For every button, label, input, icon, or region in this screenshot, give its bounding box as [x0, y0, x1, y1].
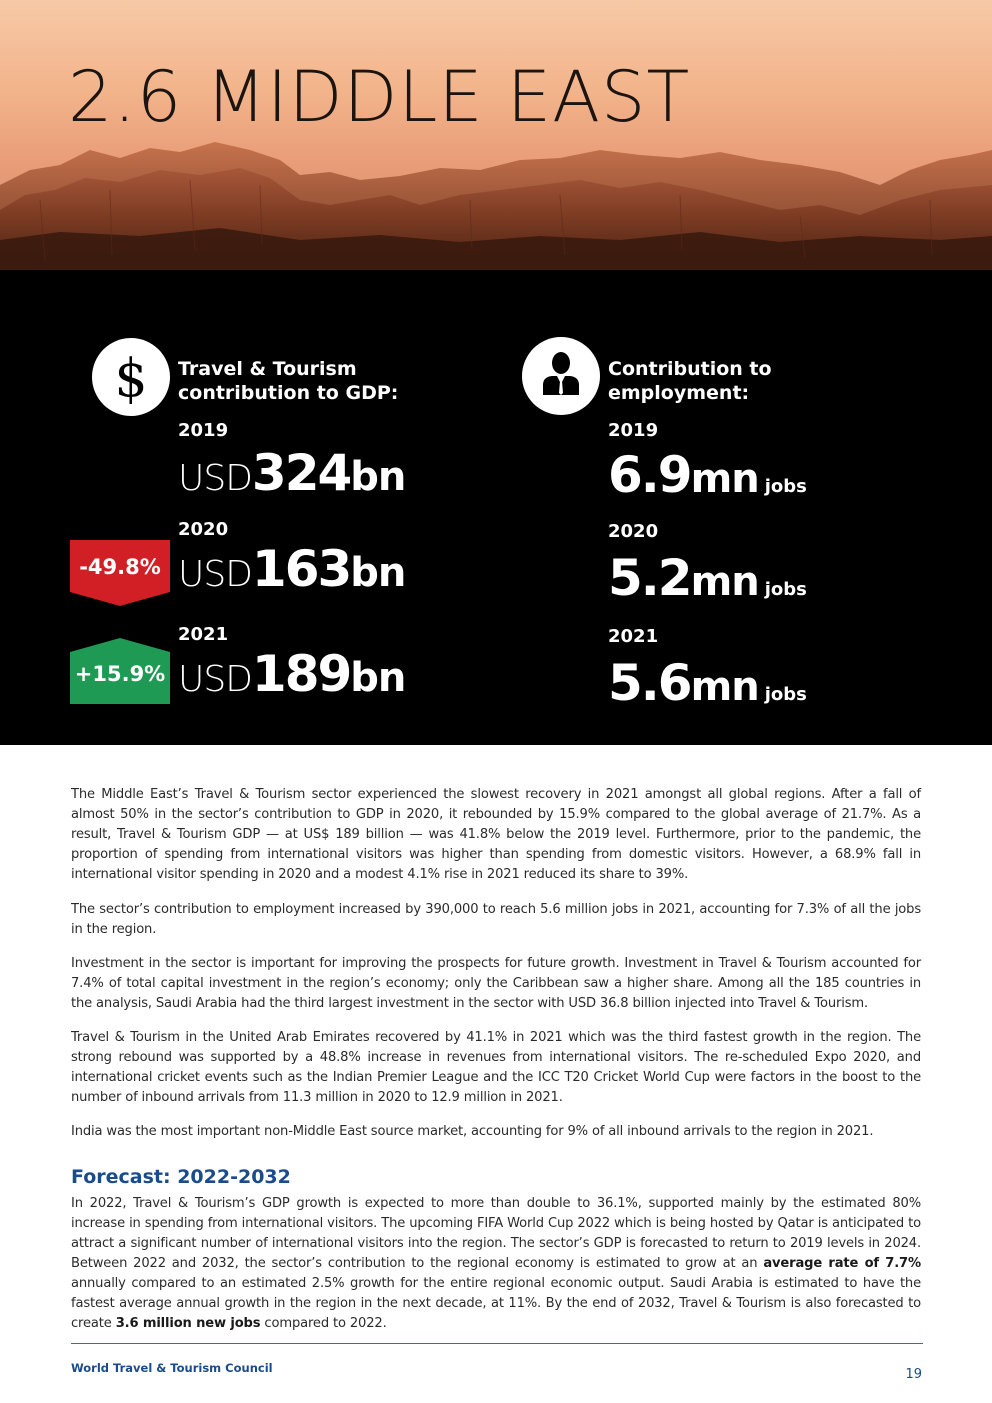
- gdp-unit: bn: [350, 454, 406, 500]
- dollar-icon: [92, 338, 170, 416]
- paragraph-india: India was the most important non-Middle East source market, accounting for 9% of all inbound arrivals to the region in 2021.: [71, 1124, 874, 1139]
- gdp-currency: USD: [178, 458, 252, 499]
- footer-divider: [71, 1343, 923, 1344]
- emp-suffix: jobs: [764, 476, 807, 497]
- gdp-unit: bn: [350, 655, 406, 701]
- hero-banner: [0, 0, 992, 270]
- paragraph-uae: Travel & Tourism in the United Arab Emirates recovered by 41.1% in 2021 which was the third fastest growth in the region. The strong rebound was supported by a 48.8% increase in revenues from international visitors. The re-scheduled Expo 2020, and international cricket events such as the Indian Premier League and the ICC T20 Cricket World Cup were factors in the boost to the number of inbound arrivals from 11.3 million in 2020 to 12.9 million in 2021.: [71, 1030, 921, 1105]
- emp-number: 6.9: [608, 446, 691, 504]
- gdp-change-2021-label: +15.9%: [74, 662, 166, 686]
- paragraph-forecast: [71, 1194, 921, 1334]
- paragraph-investment: Investment in the sector is important for improving the prospects for future growth. Investment in Travel & Tourism accounted for 7.4% of total capital investment in the region’s economy; only the Caribbean saw a higher share. Among all the 185 countries in the analysis, Saudi Arabia had the third largest investment in the sector with USD 36.8 billion injected into Travel & Tourism.: [71, 956, 921, 1011]
- page-number: 19: [905, 1367, 922, 1382]
- emp-year-2020: 2020: [608, 521, 659, 542]
- gdp-year-2020: 2020: [178, 519, 229, 540]
- gdp-change-2021-badge: [70, 638, 170, 702]
- forecast-text-a: In 2022, Travel & Tourism’s GDP growth is expected to more than double to 36.1%, supported mainly by the estimated 80% increase in spending from international visitors. The upcoming FIFA World Cup 2022 which is being hosted by Qatar is anticipated to attract a significant number of international visitors into the region. The sector’s GDP is forecasted to return to 2019 levels in 2024. Between 2022 and 2032, the sector’s contribution to the regional economy is estimated to grow at an: [71, 1196, 921, 1271]
- emp-number: 5.6: [608, 654, 691, 712]
- forecast-text-b: annually compared to an estimated 2.5% growth for the entire regional economic output. Saudi Arabia is estimated to have the fastest average annual growth in the region in the next decade, at 11%. By the end of 2032, Travel & Tourism is also forecasted to create: [71, 1276, 921, 1331]
- gdp-value-2019: [178, 444, 406, 502]
- gdp-heading: Travel & Tourism contribution to GDP:: [178, 358, 399, 404]
- employment-heading: Contribution to employment:: [608, 358, 772, 404]
- emp-value-2019: [608, 446, 807, 504]
- emp-number: 5.2: [608, 549, 691, 607]
- emp-year-2021: 2021: [608, 626, 659, 647]
- emp-suffix: jobs: [764, 684, 807, 705]
- stats-panel: [0, 270, 992, 745]
- gdp-value-2020: [178, 540, 406, 598]
- gdp-year-2021: 2021: [178, 624, 229, 645]
- gdp-change-2020-badge: [70, 540, 170, 604]
- gdp-currency: USD: [178, 554, 252, 595]
- forecast-heading: Forecast: 2022-2032: [71, 1166, 291, 1188]
- emp-year-2019: 2019: [608, 420, 659, 441]
- gdp-number: 163: [251, 540, 351, 598]
- gdp-number: 324: [251, 444, 351, 502]
- page-title: 2.6 MIDDLE EAST: [68, 56, 691, 138]
- footer-organization: World Travel & Tourism Council: [71, 1361, 273, 1375]
- emp-value-2020: [608, 549, 807, 607]
- forecast-highlight-rate: average rate of 7.7%: [763, 1256, 921, 1271]
- forecast-highlight-jobs: 3.6 million new jobs: [115, 1316, 261, 1331]
- emp-unit: mn: [690, 664, 759, 710]
- emp-unit: mn: [690, 559, 759, 605]
- gdp-change-2020-label: -49.8%: [79, 555, 161, 579]
- forecast-text-c: compared to 2022.: [260, 1316, 387, 1331]
- svg-text:$: $: [114, 349, 148, 409]
- emp-value-2021: [608, 654, 807, 712]
- gdp-year-2019: 2019: [178, 420, 229, 441]
- gdp-number: 189: [251, 645, 351, 703]
- paragraph-recovery: The Middle East’s Travel & Tourism sector experienced the slowest recovery in 2021 amongst all global regions. After a fall of almost 50% in the sector’s contribution to GDP in 2020, it rebounded by 15.9% compared to the global average of 21.7%. As a result, Travel & Tourism GDP — at US$ 189 billion — was 41.8% below the 2019 level. Furthermore, prior to the pandemic, the proportion of spending from international visitors was higher than spending from domestic visitors. However, a 68.9% fall in international visitor spending in 2020 and a modest 4.1% rise in 2021 reduced its share to 39%.: [71, 787, 921, 882]
- gdp-currency: USD: [178, 659, 252, 700]
- gdp-unit: bn: [350, 550, 406, 596]
- emp-unit: mn: [690, 456, 759, 502]
- businessman-icon: [522, 337, 600, 415]
- paragraph-employment: The sector’s contribution to employment increased by 390,000 to reach 5.6 million jobs in 2021, accounting for 7.3% of all the jobs in the region.: [71, 902, 921, 937]
- emp-suffix: jobs: [764, 579, 807, 600]
- gdp-value-2021: [178, 645, 406, 703]
